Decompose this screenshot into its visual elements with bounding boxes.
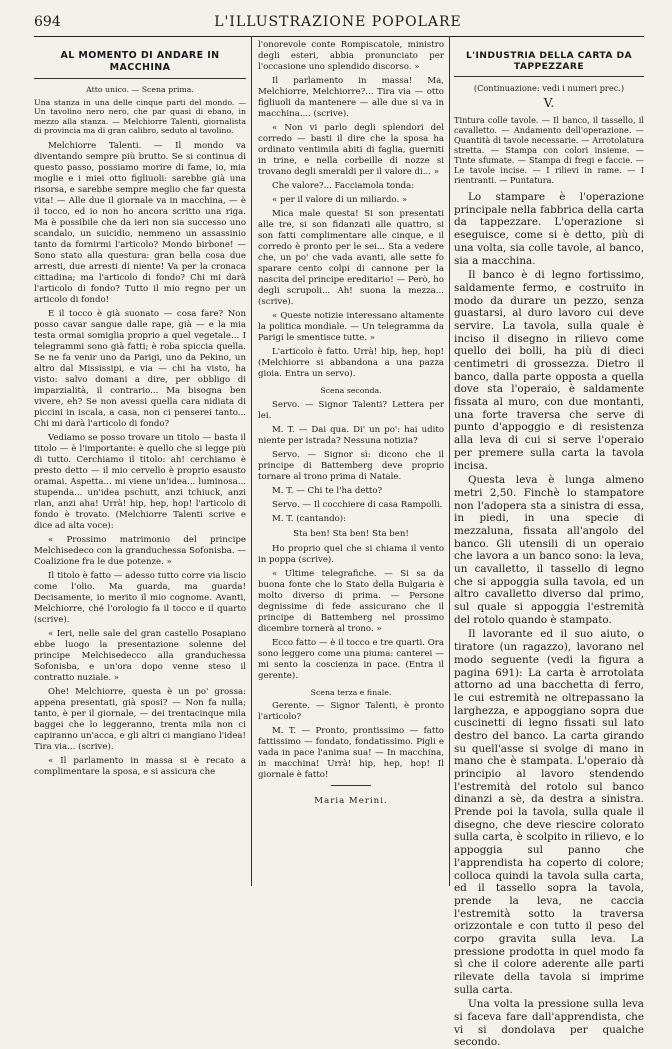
scene-label: Scena seconda. <box>320 386 382 395</box>
paragraph: Questa leva è lunga almeno metri 2,50. Finchè lo stampatore non l'adopera sta a sinistra di essa, in piedi, in una specie di mezzaluna, fissata all'angolo del banco. Gli utensili di un operaio che lavora a un banco sono: la leva, un cavalletto, il tassello di legno che si appoggia sulla tavola, ed un altro cavalletto diverso dal primo, sul quale si appoggia l'estremità del rotolo quando è stampato. <box>454 474 644 626</box>
paragraph: Il lavorante ed il suo aiuto, o tiratore (un ragazzo), lavorano nel modo seguente (vedi la figura a pagina 691): La carta è arrotolata attorno ad una bacchetta di ferro, le cui estremità ne oltrepassano la larghezza, e appoggiano sopra due cuscinetti di legno fissati sul lato destro del banco. La carta girando su quell'asse si svolge di mano in mano che è stampata. L'operaio dà principio al lavoro stendendo l'estremità del rotolo sul banco dinanzi a sè, da destra a sinistra. Prende poi la tavola, sulla quale il disegno, che deve riescire colorato sulla carta, è scolpito in rilievo, e lo appoggia sul panno che l'apprendista ha coperto di colore; colloca quindi la tavola sulla carta, ed il tassello sopra la tavola, prende la leva, ne caccia l'estremità sotto la traversa orizzontale e con tutto il peso del corpo gravita sulla leva. La pressione prodotta in quel modo fa sì che il colore aderente alle parti rilevate della tavola si imprime sulla carta. <box>454 628 644 996</box>
paragraph: « Ieri, nelle sale del gran castello Posapiano ebbe luogo la presentazione solenne del principe Melchisedecco alla granduchessa Sofonisba, e un'ora dopo venne steso il contratto nuziale. » <box>34 628 246 683</box>
act-label: Atto unico. — Scena prima. <box>86 85 194 95</box>
paragraph: « Il parlamento in massa si è recato a complimentare la sposa, e si assicura che <box>34 755 246 777</box>
paragraph: Ho proprio quel che si chiama il vento in poppa (scrive). <box>258 543 444 565</box>
dialogue-line: M. T. — Chi te l'ha detto? <box>272 485 383 496</box>
magazine-title: L'ILLUSTRAZIONE POPOLARE <box>214 14 462 30</box>
dialogue-line: Gerente. — Signor Talenti, è pronto l'articolo? <box>258 701 444 722</box>
column-divider <box>251 36 252 886</box>
dialogue-line: M. T. — Pronto, prontissimo — fatto fattissimo — fondato, fondatissimo. Pigli e vada in pace l'anima sua! — In macchina, in macchina! Urrà! hip, hep, hop! Il giornale è fatto! <box>258 726 444 780</box>
column-3 <box>454 40 644 1049</box>
paragraph: Vediamo se posso trovare un titolo — basta il titolo — è l'importante: è quello che si legge più di tutto. Cerchiamo il titolo: ah! cerchiamo è presto detto — il mio cervello è proprio esausto oramai. Aspetta... mi viene un'idea... luminosa... stupenda... un'idea pschutt, anzi tchiuck, anzi rlan, anzi aha! Urrà! hip, hep, hop! l'articolo di fondo è trovato. (Melchiorre Talenti scrive e dice ad alta voce): <box>34 432 246 531</box>
dialogue-line: Servo. — Il cocchiere di casa Rampolli. <box>272 499 443 510</box>
paragraph: « per il valore di un miliardo. » <box>272 195 408 205</box>
page-header <box>34 14 642 34</box>
paragraph: Il parlamento in massa! Ma, Melchiorre, Melchiorre?... Tira via — otto figliuoli da mantenere — alle due si va in macchina.... (scrive). <box>258 76 444 119</box>
paragraph: l'onorevole conte Rompiscatole, ministro degli esteri, abbia pronunciato per l'occasione uno splendido discorso. » <box>258 40 444 72</box>
paragraph: « Prossimo matrimonio del principe Melchisedeco con la granduchessa Sofonisba. — Coalizione fra le due potenze. » <box>34 534 246 567</box>
paragraph: E il tocco è già suonato — cosa fare? Non posso cavar sangue dalle rape, già — e la mia testa ormai somiglia proprio a quel vegetale... I telegrammi sono già fatti; è roba spiccia quella. Se ne fa venir uno da Parigi, uno da Pekino, un altro dal Mississipi, e via — chi ha visto, ha visto: salvo domani a dire, per obbligo di imparzialità, il contrario... Ma bisogna ben vivere, eh? Se non avessi quella cara nidiata di piccini in iscala, a casa, non ci penserei tanto... Chi mi darà l'articolo di fondo? <box>34 308 246 429</box>
page-number: 694 <box>34 14 61 30</box>
column-2 <box>258 40 444 886</box>
song-line: Sta ben! Sta ben! Sta ben! <box>293 528 409 539</box>
continuation-note: (Continuazione: vedi i numeri prec.) <box>473 83 625 94</box>
section-number: V. <box>543 96 555 111</box>
author-signature: Maria Merini. <box>314 796 388 806</box>
paragraph: « Ultime telegrafiche. — Si sa da buona fonte che lo Stato della Bulgaria è molto diverso di prima. — Persone degnissime di fede assicurano che il principe di Battemberg nel prossimo dicembre tornerà al trono. » <box>258 568 444 634</box>
paragraph: Che valore?... Facciamola tonda: <box>272 181 415 191</box>
paragraph: Ohe! Melchiorre, questa è un po' grossa: appena presentati, già sposi? — Non fa nulla; tanto, è per il giornale, — dei trentacinque mila baggei che lo leggeranno, trenta mila non ci capiranno un'acca, e gli altri ci mangiano l'idea! Tira via... (scrive). <box>34 686 246 752</box>
paragraph: Mica male questa! Si son presentati alle tre, si son fidanzati alle quattro, si son fatti complimentare alle cinque, e il corredo è pronto per le sei... Sta a vedere che, un po' che vada avanti, alle sette fo sparare cento colpi di cannone per la nascita del principe ereditario! — Però, ho degli scrupoli... Ah! suona la mezza... (scrive). <box>258 209 444 307</box>
paragraph: Una volta la pressione sulla leva si faceva fare dall'apprendista, che vi si dondolava per qualche secondo. <box>454 998 644 1049</box>
dialogue-line: Servo. — Signor sì: dicono che il principe di Battemberg deve proprio tornare al trono prima di Natale. <box>258 449 444 482</box>
dialogue-line: Servo. — Signor Talenti? Lettera per lei. <box>258 399 444 421</box>
paragraph: « Non vi parlo degli splendori del corredo — basti il dire che la sposa ha ordinato ventimila abiti di faglia, guerniti in trine, e nella corbeille di nozze si trovano degli smeraldi per il valore di... » <box>258 123 444 177</box>
paragraph: Ecco fatto — è il tocco e tre quarti. Ora sono leggero come una piuma: canterei — mi sento la coscienza in pace. (Entra il gerente). <box>258 637 444 681</box>
dialogue-line: M. T. (cantando): <box>272 513 347 524</box>
paragraph: Melchiorre Talenti. — Il mondo va diventando sempre più brutto. Se si continua di questo passo, possiamo morire di fame, io, mia moglie e i miei otto figliuoli: sarebbe già una risorsa, e sarebbe sempre meglio che far questa vita! — Alle due il giornale va in macchina, — è il tocco, ed io non ho ancora scritto una riga. Ma è possibile che da ieri non sia successo uno scandalo, un suicidio, nemmeno un assassinio tanto da fornirmi l'articolo? Mondo birbone! — Sono stato alla questura: gran bella cosa due arresti, due arresti di niente! Va per la cronaca cittadina; ma l'articolo di fondo? Chi mi darà l'articolo di fondo? Tutto il mio regno per un articolo di fondo! <box>34 140 246 305</box>
header-rule <box>34 36 644 37</box>
paragraph: Il banco è di legno fortissimo, saldamente fermo, e costruito in modo da durare un pezzo, senza guastarsi, al duro lavoro cui deve servire. La tavola, sulla quale è inciso il disegno in rilievo come quello dei bolli, ha più di dieci centimetri di grossezza. Dietro il banco, dalla parte opposta a quella dove sta l'operaio, è saldamente fissata al muro, con due montanti, una forte traversa che serve di punto d'appoggio e di resistenza alla leva di cui si serve l'operaio per premere sulla carta la tavola incisa. <box>454 269 644 472</box>
separator <box>331 785 371 786</box>
column-divider <box>449 36 450 886</box>
paragraph: Lo stampare è l'operazione principale nella fabbrica della carta da tappezzare. L'operazione si eseguisce, come si è detto, più di una volta, sia colle tavole, al banco, sia a macchina. <box>454 191 644 267</box>
section-summary: Tintura colle tavole. — Il banco, il tassello, il cavalletto. — Andamento dell'operazione. — Quantità di tavole necessarie. — Arrotolatura stretta. — Stampa con colori insieme. — Tinte sfumate. — Stampa di fregi e faccie. — Le tavole incise. — I rilievi in rame. — I rientranti. — Puntatura. <box>454 115 644 186</box>
paragraph: « Queste notizie interessano altamente la politica mondiale. — Un telegramma da Parigi le smentisce tutte. » <box>258 311 444 343</box>
paragraph: Il titolo è fatto — adesso tutto corre via liscio come l'olio. Ma guarda, ma guarda! Decisamente, io merito il mio cognome. Avanti, Melchiorre, ché l'orologio fa il tocco e il quarto (scrive). <box>34 570 246 625</box>
dialogue-line: M. T. — Dai qua. Di' un po': hai udito niente per istrada? Nessuna notizia? <box>258 424 444 446</box>
article-heading: L'INDUSTRIA DELLA CARTA DA TAPPEZZARE <box>454 50 644 77</box>
paragraph: L'articolo è fatto. Urrà! hip, hep, hop! (Melchiorre si abbandona a una pazza gioia. Entra un servo). <box>258 347 444 379</box>
stage-direction: Una stanza in una delle cinque parti del mondo. — Un tavolino nero nero, che par quasi di ebano, in mezzo alla stanza. — Melchiorre Talenti, giornalista di provincia ma di gran calibro, seduto al tavolino. <box>34 97 246 136</box>
article-heading: AL MOMENTO DI ANDARE IN MACCHINA <box>34 50 246 79</box>
scene-label: Scena terza e finale. <box>310 687 392 697</box>
column-1 <box>34 40 246 886</box>
